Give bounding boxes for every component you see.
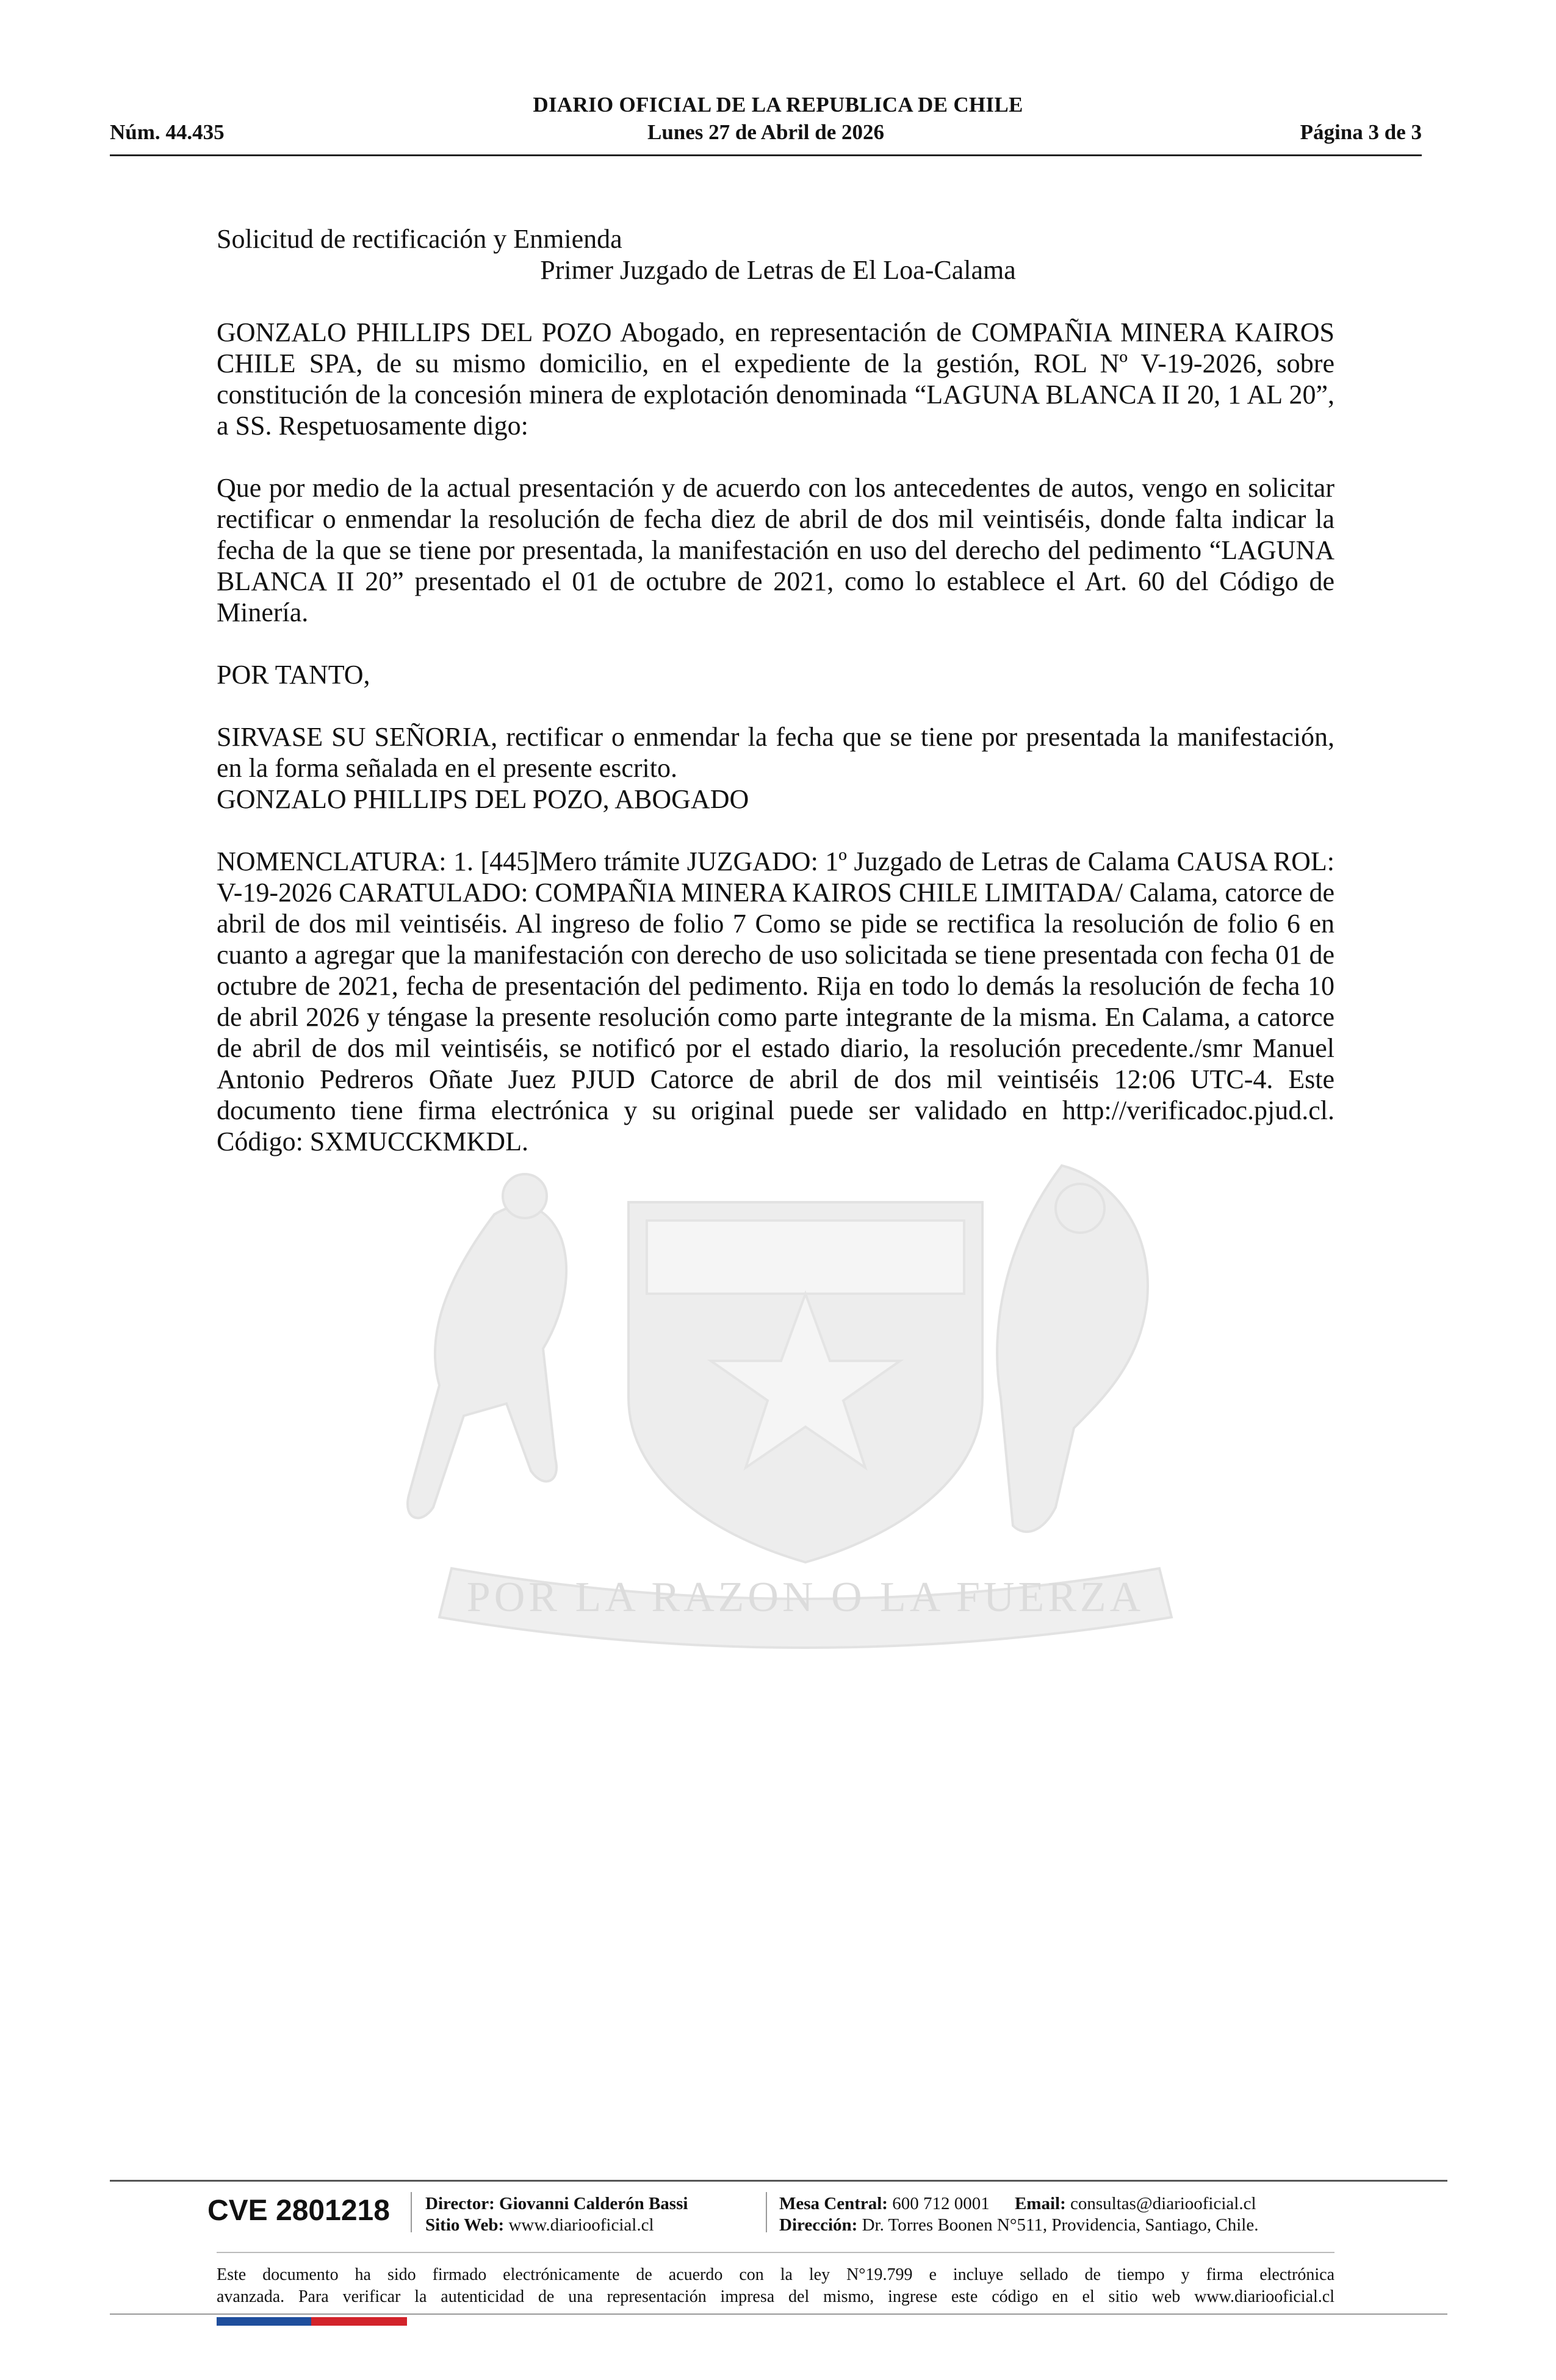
- page-indicator: Página 3 de 3: [1300, 120, 1422, 144]
- issue-date: Lunes 27 de Abril de 2026: [647, 120, 884, 144]
- header-divider: [110, 154, 1422, 156]
- footer-divider-top: [110, 2180, 1447, 2182]
- director-label: Director:: [425, 2194, 495, 2213]
- address-value: Dr. Torres Boonen N°511, Providencia, Santiago, Chile.: [862, 2215, 1259, 2235]
- director-name: Giovanni Calderón Bassi: [499, 2194, 688, 2213]
- footer-contact-block: [779, 2193, 1258, 2236]
- footer-director-block: [425, 2193, 688, 2236]
- flag-stripe-red: [311, 2317, 407, 2326]
- header-row: [110, 120, 1422, 151]
- por-tanto: POR TANTO,: [217, 660, 370, 690]
- mesa-central-label: Mesa Central:: [779, 2194, 888, 2213]
- request-paragraph: Que por medio de la actual presentación y de acuerdo con los antecedentes de autos, vengo en solicitar rectificar o enmendar la resolución de fecha diez de abril de dos mil veintiséis, donde falta indicar la fecha de la que se tiene por presentada, la manifestación en uso del derecho del pedimento “LAGUNA BLANCA II 20” presentado el 01 de octubre de 2021, como lo establece el Art. 60 del Código de Minería.: [217, 473, 1334, 627]
- legal-notice-line-2: avanzada. Para verificar la autenticidad de una representación impresa del mismo, ingrese este código en el sitio web www.diariooficial.cl: [217, 2287, 1334, 2306]
- legal-notice-line-1: Este documento ha sido firmado electrónicamente de acuerdo con la ley N°19.799 e incluye sellado de tiempo y firma electrónica: [217, 2265, 1334, 2284]
- document-heading: Solicitud de rectificación y Enmienda: [217, 224, 622, 254]
- legal-notice: [217, 2264, 1334, 2308]
- footer-separator: [766, 2192, 767, 2232]
- motto-text: POR LA RAZON O LA FUERZA: [466, 1574, 1145, 1621]
- footer-separator: [411, 2192, 412, 2232]
- mesa-central-phone: 600 712 0001: [892, 2194, 990, 2213]
- website-label: Sitio Web:: [425, 2215, 505, 2235]
- newspaper-title: DIARIO OFICIAL DE LA REPUBLICA DE CHILE: [533, 93, 1023, 117]
- address-label: Dirección:: [779, 2215, 858, 2235]
- flag-stripe-blue: [217, 2317, 311, 2326]
- document-body: [217, 223, 1334, 1188]
- email-link[interactable]: consultas@diariooficial.cl: [1070, 2194, 1256, 2213]
- footer-divider-mid: [217, 2252, 1334, 2253]
- email-label: Email:: [1014, 2194, 1066, 2213]
- issue-number: Núm. 44.435: [110, 120, 225, 144]
- cve-code: CVE 2801218: [207, 2194, 390, 2227]
- court-name: Primer Juzgado de Letras de El Loa-Calama: [540, 255, 1016, 285]
- coat-of-arms-watermark: [342, 1141, 1269, 1678]
- footer-divider-bottom: [110, 2313, 1447, 2315]
- signature-line: GONZALO PHILLIPS DEL POZO, ABOGADO: [217, 784, 749, 814]
- petition-paragraph: SIRVASE SU SEÑORIA, rectificar o enmendar la fecha que se tiene por presentada la manifestación, en la forma señalada en el presente escrito.: [217, 722, 1334, 783]
- website-link[interactable]: www.diariooficial.cl: [508, 2215, 654, 2235]
- intro-paragraph: GONZALO PHILLIPS DEL POZO Abogado, en representación de COMPAÑIA MINERA KAIROS CHILE SPA, de su mismo domicilio, en el expediente de la gestión, ROL Nº V-19-2026, sobre constitución de la concesión minera de explotación denominada “LAGUNA BLANCA II 20, 1 AL 20”, a SS. Respetuosamente digo:: [217, 317, 1334, 441]
- resolution-paragraph: NOMENCLATURA: 1. [445]Mero trámite JUZGADO: 1º Juzgado de Letras de Calama CAUSA ROL: V-19-2026 CARATULADO: COMPAÑIA MINERA KAIROS CHILE LIMITADA/ Calama, catorce de abril de dos mil veintiséis. Al ingreso de folio 7 Como se pide se rectifica la resolución de folio 6 en cuanto a agregar que la manifestación con derecho de uso solicitada se tiene presentada con fecha 01 de octubre de 2021, fecha de presentación del pedimento. Rija en todo lo demás la resolución de fecha 10 de abril 2026 y téngase la presente resolución como parte integrante de la misma. En Calama, a catorce de abril de dos mil veintiséis, se notificó por el estado diario, la resolución precedente./smr Manuel Antonio Pedreros Oñate Juez PJUD Catorce de abril de dos mil veintiséis 12:06 UTC-4. Este documento tiene firma electrónica y su original puede ser validado en http://verificadoc.pjud.cl. Código: SXMUCCKMKDL.: [217, 846, 1334, 1156]
